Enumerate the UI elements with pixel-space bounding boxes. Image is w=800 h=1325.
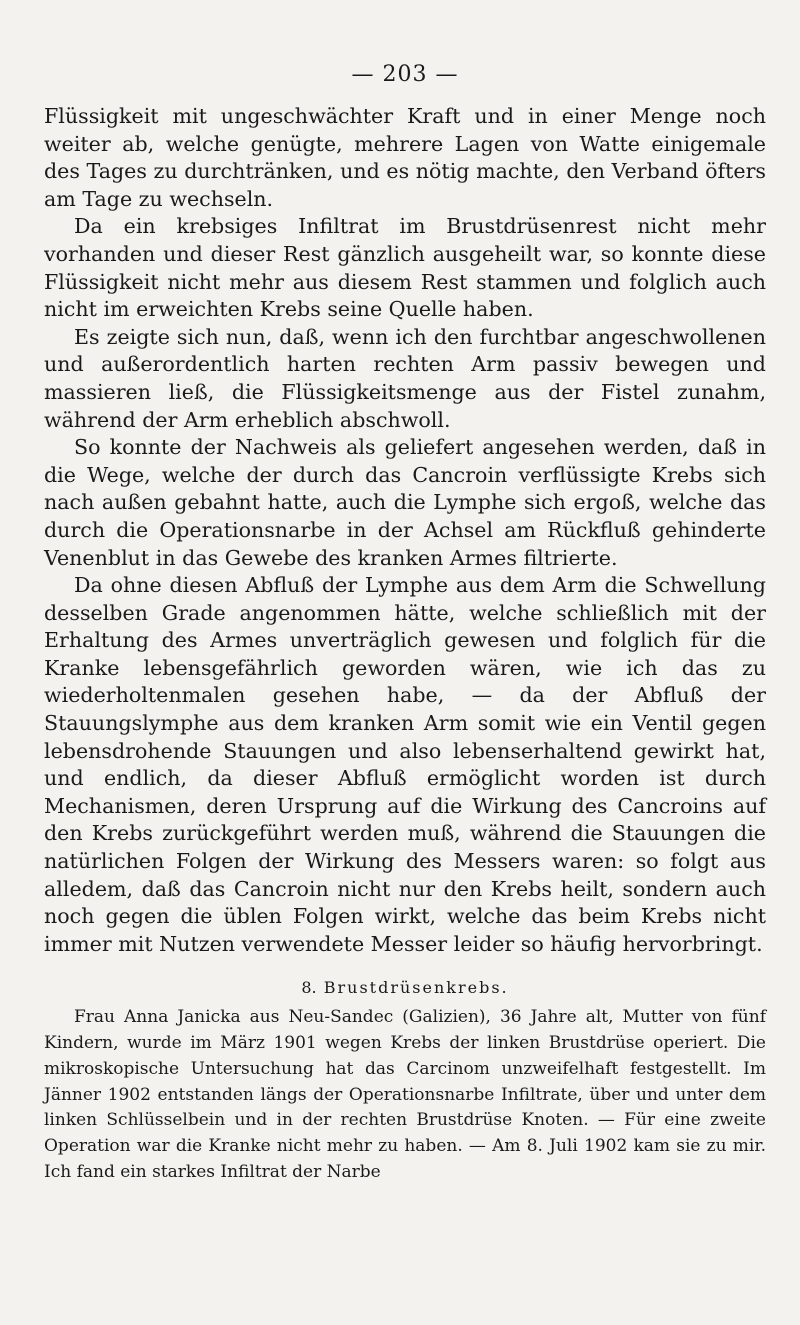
case-report-paragraph: Frau Anna Janicka aus Neu-Sandec (Galizien), 36 Jahre alt, Mutter von fünf Kindern, wurde im März 1901 wegen Krebs der linken Brustdrüse operiert. Die mikroskopische Untersuchung hat das Carcinom unzweifelhaft festgestellt. Im Jänner 1902 entstanden längs der Operationsnarbe Infiltrate, über und unter dem linken Schlüsselbein und in der rechten Brustdrüse Knoten. — Für eine zweite Operation war die Kranke nicht mehr zu haben. — Am 8. Juli 1902 kam sie zu mir. Ich fand ein starkes Infiltrat der Narbe <box>44 1007 766 1182</box>
case-report <box>44 1005 766 1185</box>
section-number: 8. <box>301 978 317 998</box>
paragraph-4: So konnte der Nachweis als geliefert angesehen werden, daß in die Wege, welche der durch das Cancroin verflüssigte Krebs sich nach außen gebahnt hatte, auch die Lymphe sich ergoß, welche das durch die Operationsnarbe in der Achsel am Rückfluß gehinderte Venenblut in das Gewebe des kranken Armes filtrierte. <box>44 435 766 570</box>
page-number: — 203 — <box>351 62 459 87</box>
book-page <box>44 62 766 1185</box>
section-heading <box>44 978 766 997</box>
paragraph-2: Da ein krebsiges Infiltrat im Brustdrüsenrest nicht mehr vorhanden und dieser Rest gänzlich ausgeheilt war, so konnte diese Flüssigkeit nicht mehr aus diesem Rest stammen und folglich auch nicht im erweichten Krebs seine Quelle haben. <box>44 214 766 322</box>
section-title: Brustdrüsenkrebs. <box>323 978 509 998</box>
paragraph-3: Es zeigte sich nun, daß, wenn ich den furchtbar angeschwollenen und außerordentlich harten rechten Arm passiv bewegen und massieren ließ, die Flüssigkeitsmenge aus der Fistel zunahm, während der Arm erheblich abschwoll. <box>44 324 766 432</box>
body-text <box>44 103 766 958</box>
paragraph-1: Flüssigkeit mit ungeschwächter Kraft und in einer Menge noch weiter ab, welche genügte, mehrere Lagen von Watte einigemale des Tages zu durchtränken, und es nötig machte, den Verband öfters am Tage zu wechseln. <box>44 104 766 211</box>
paragraph-5: Da ohne diesen Abfluß der Lymphe aus dem Arm die Schwellung desselben Grade angenommen hätte, welche schließlich mit der Erhaltung des Armes unverträglich gewesen und folglich für die Kranke lebensgefährlich geworden wären, wie ich das zu wiederholtenmalen gesehen habe, — da der Abfluß der Stauungslymphe aus dem kranken Arm somit wie ein Ventil gegen lebensdrohende Stauungen und also lebenserhaltend gewirkt hat, und endlich, da dieser Abfluß ermöglicht worden ist durch Mechanismen, deren Ursprung auf die Wirkung des Cancroins auf den Krebs zurückgeführt werden muß, während die Stauungen die natürlichen Folgen der Wirkung des Messers waren: so folgt aus alledem, daß das Cancroin nicht nur den Krebs heilt, sondern auch noch gegen die üblen Folgen wirkt, welche das beim Krebs nicht immer mit Nutzen verwendete Messer leider so häufig hervorbringt. <box>44 573 766 956</box>
